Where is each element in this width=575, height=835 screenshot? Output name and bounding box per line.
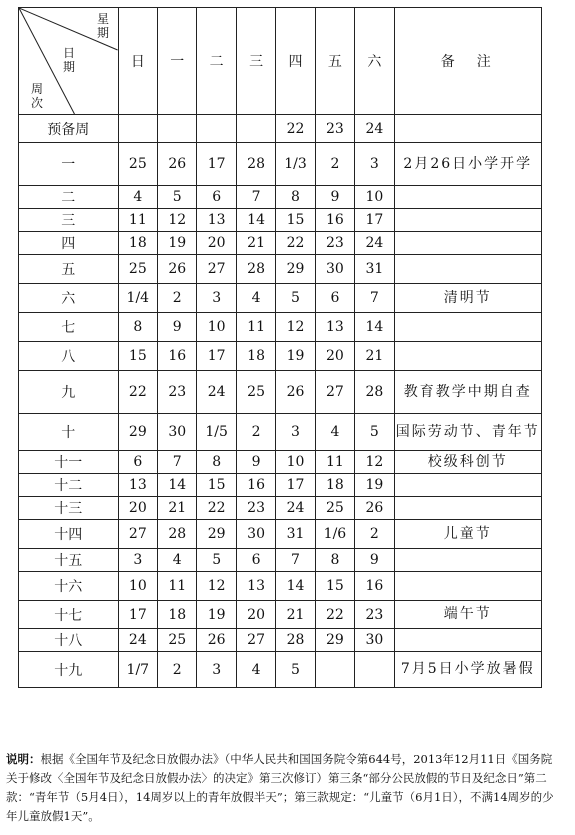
date-cell: 3 <box>355 143 394 186</box>
date-cell: 16 <box>315 209 354 232</box>
remark-cell <box>394 342 541 371</box>
date-cell: 20 <box>118 497 157 520</box>
week-label-cell: 十九 <box>19 652 119 688</box>
date-cell: 16 <box>158 342 197 371</box>
week-label-cell: 十三 <box>19 497 119 520</box>
date-cell: 1/6 <box>315 520 354 549</box>
date-cell: 19 <box>197 601 236 629</box>
date-cell: 2 <box>158 284 197 313</box>
date-cell: 27 <box>236 629 275 652</box>
date-cell: 24 <box>355 232 394 255</box>
date-cell: 19 <box>355 474 394 497</box>
table-row <box>19 451 542 474</box>
date-cell: 20 <box>236 601 275 629</box>
date-cell: 5 <box>276 284 315 313</box>
date-cell: 5 <box>197 549 236 572</box>
date-cell: 14 <box>276 572 315 601</box>
date-cell: 3 <box>118 549 157 572</box>
date-cell <box>197 115 236 143</box>
date-cell: 20 <box>197 232 236 255</box>
date-cell: 8 <box>276 186 315 209</box>
table-row <box>19 186 542 209</box>
date-cell: 24 <box>276 497 315 520</box>
date-cell: 26 <box>197 629 236 652</box>
date-cell: 6 <box>236 549 275 572</box>
remark-cell <box>394 115 541 143</box>
week-label-cell: 三 <box>19 209 119 232</box>
table-row <box>19 652 542 688</box>
date-cell: 7 <box>236 186 275 209</box>
week-label-cell: 十一 <box>19 451 119 474</box>
date-cell: 3 <box>276 414 315 451</box>
date-cell: 17 <box>197 143 236 186</box>
date-cell: 15 <box>276 209 315 232</box>
remark-cell: 2月26日小学开学 <box>394 143 541 186</box>
date-cell: 12 <box>158 209 197 232</box>
date-cell: 18 <box>158 601 197 629</box>
date-cell: 7 <box>276 549 315 572</box>
week-label-cell: 十五 <box>19 549 119 572</box>
date-cell: 19 <box>158 232 197 255</box>
remark-cell: 清明节 <box>394 284 541 313</box>
remark-cell <box>394 255 541 284</box>
date-cell: 13 <box>236 572 275 601</box>
date-cell: 9 <box>236 451 275 474</box>
date-cell: 7 <box>158 451 197 474</box>
calendar-body <box>19 115 542 688</box>
week-label-cell: 十二 <box>19 474 119 497</box>
date-cell: 17 <box>118 601 157 629</box>
corner-label-date: 日期 <box>63 46 76 74</box>
date-cell: 20 <box>315 342 354 371</box>
date-cell: 26 <box>276 371 315 414</box>
date-cell: 30 <box>158 414 197 451</box>
remark-cell <box>394 186 541 209</box>
date-cell: 1/7 <box>118 652 157 688</box>
date-cell: 25 <box>118 143 157 186</box>
week-label-cell: 一 <box>19 143 119 186</box>
date-cell: 2 <box>158 652 197 688</box>
date-cell: 3 <box>197 284 236 313</box>
date-cell: 26 <box>158 143 197 186</box>
date-cell: 27 <box>197 255 236 284</box>
date-cell: 6 <box>118 451 157 474</box>
date-cell: 26 <box>355 497 394 520</box>
day-header-tue: 二 <box>197 8 236 115</box>
date-cell: 10 <box>197 313 236 342</box>
footnote-label: 说明： <box>6 752 41 766</box>
date-cell: 18 <box>236 342 275 371</box>
date-cell: 21 <box>276 601 315 629</box>
week-label-cell: 十四 <box>19 520 119 549</box>
remark-cell <box>394 497 541 520</box>
date-cell: 25 <box>236 371 275 414</box>
week-label-cell: 十六 <box>19 572 119 601</box>
remark-cell <box>394 474 541 497</box>
date-cell: 22 <box>118 371 157 414</box>
date-cell <box>355 652 394 688</box>
school-calendar-table <box>18 7 542 688</box>
date-cell: 6 <box>315 284 354 313</box>
date-cell: 15 <box>118 342 157 371</box>
date-cell: 4 <box>118 186 157 209</box>
date-cell: 22 <box>276 232 315 255</box>
date-cell: 16 <box>355 572 394 601</box>
date-cell: 2 <box>355 520 394 549</box>
date-cell: 4 <box>236 284 275 313</box>
week-label-cell: 九 <box>19 371 119 414</box>
date-cell: 7 <box>355 284 394 313</box>
date-cell <box>315 652 354 688</box>
date-cell: 21 <box>158 497 197 520</box>
date-cell: 4 <box>315 414 354 451</box>
date-cell: 3 <box>197 652 236 688</box>
remark-cell: 儿童节 <box>394 520 541 549</box>
date-cell: 8 <box>118 313 157 342</box>
week-label-cell: 二 <box>19 186 119 209</box>
date-cell <box>236 115 275 143</box>
week-label-cell: 十 <box>19 414 119 451</box>
date-cell: 5 <box>158 186 197 209</box>
date-cell: 10 <box>276 451 315 474</box>
remark-cell <box>394 572 541 601</box>
date-cell: 8 <box>315 549 354 572</box>
date-cell: 28 <box>355 371 394 414</box>
date-cell: 12 <box>276 313 315 342</box>
date-cell: 6 <box>197 186 236 209</box>
date-cell: 5 <box>355 414 394 451</box>
remark-cell: 7月5日小学放暑假 <box>394 652 541 688</box>
date-cell <box>118 115 157 143</box>
date-cell: 23 <box>355 601 394 629</box>
table-row <box>19 284 542 313</box>
date-cell: 14 <box>158 474 197 497</box>
date-cell: 29 <box>315 629 354 652</box>
date-cell: 19 <box>276 342 315 371</box>
table-row <box>19 255 542 284</box>
date-cell: 16 <box>236 474 275 497</box>
remark-header: 备 注 <box>394 8 541 115</box>
date-cell: 9 <box>315 186 354 209</box>
date-cell: 4 <box>236 652 275 688</box>
remark-cell <box>394 313 541 342</box>
date-cell: 28 <box>158 520 197 549</box>
table-row <box>19 143 542 186</box>
date-cell: 25 <box>315 497 354 520</box>
day-header-wed: 三 <box>236 8 275 115</box>
table-row <box>19 209 542 232</box>
date-cell: 30 <box>355 629 394 652</box>
table-row <box>19 371 542 414</box>
date-cell: 5 <box>276 652 315 688</box>
week-label-cell: 十七 <box>19 601 119 629</box>
date-cell: 14 <box>355 313 394 342</box>
day-header-sun: 日 <box>118 8 157 115</box>
date-cell: 2 <box>236 414 275 451</box>
table-row <box>19 414 542 451</box>
table-row <box>19 232 542 255</box>
table-row <box>19 342 542 371</box>
date-cell: 15 <box>197 474 236 497</box>
table-row <box>19 115 542 143</box>
date-cell: 1/4 <box>118 284 157 313</box>
date-cell: 4 <box>158 549 197 572</box>
remark-cell: 教育教学中期自查 <box>394 371 541 414</box>
date-cell: 28 <box>236 255 275 284</box>
week-label-cell: 六 <box>19 284 119 313</box>
date-cell: 12 <box>197 572 236 601</box>
date-cell: 22 <box>276 115 315 143</box>
date-cell: 31 <box>355 255 394 284</box>
date-cell: 30 <box>315 255 354 284</box>
date-cell: 29 <box>197 520 236 549</box>
date-cell: 21 <box>355 342 394 371</box>
week-label-cell: 八 <box>19 342 119 371</box>
date-cell: 21 <box>236 232 275 255</box>
table-row <box>19 313 542 342</box>
date-cell: 30 <box>236 520 275 549</box>
date-cell: 23 <box>315 115 354 143</box>
date-cell: 22 <box>197 497 236 520</box>
date-cell: 23 <box>236 497 275 520</box>
table-row <box>19 549 542 572</box>
date-cell: 29 <box>276 255 315 284</box>
table-row <box>19 520 542 549</box>
date-cell: 27 <box>315 371 354 414</box>
date-cell: 1/5 <box>197 414 236 451</box>
date-cell: 1/3 <box>276 143 315 186</box>
remark-cell <box>394 549 541 572</box>
week-label-cell: 预备周 <box>19 115 119 143</box>
date-cell: 13 <box>315 313 354 342</box>
date-cell: 29 <box>118 414 157 451</box>
corner-label-week: 周次 <box>31 82 44 110</box>
date-cell: 25 <box>158 629 197 652</box>
week-label-cell: 七 <box>19 313 119 342</box>
date-cell: 25 <box>118 255 157 284</box>
corner-label-weekday: 星期 <box>97 12 110 40</box>
date-cell: 11 <box>158 572 197 601</box>
day-header-thu: 四 <box>276 8 315 115</box>
date-cell <box>158 115 197 143</box>
remark-cell: 校级科创节 <box>394 451 541 474</box>
date-cell: 13 <box>118 474 157 497</box>
date-cell: 14 <box>236 209 275 232</box>
date-cell: 27 <box>118 520 157 549</box>
table-row <box>19 474 542 497</box>
week-label-cell: 十八 <box>19 629 119 652</box>
day-header-sat: 六 <box>355 8 394 115</box>
header-row <box>19 8 542 115</box>
date-cell: 11 <box>118 209 157 232</box>
date-cell: 17 <box>197 342 236 371</box>
date-cell: 28 <box>276 629 315 652</box>
table-row <box>19 601 542 629</box>
week-label-cell: 四 <box>19 232 119 255</box>
footnote-text: 根据《全国年节及纪念日放假办法》（中华人民共和国国务院令第644号，2013年12月11日《国务院关于修改〈全国年节及纪念日放假办法〉的决定》第三次修订）第三条“部分公民放假的节日及纪念日”第二款：“青年节（5月4日），14周岁以上的青年放假半天”；第三款规定：“儿童节（6月1日），不满14周岁的少年儿童放假1天”。 <box>6 752 554 823</box>
week-label-cell: 五 <box>19 255 119 284</box>
date-cell: 26 <box>158 255 197 284</box>
date-cell: 15 <box>315 572 354 601</box>
remark-cell <box>394 232 541 255</box>
remark-cell: 国际劳动节、青年节 <box>394 414 541 451</box>
date-cell: 23 <box>158 371 197 414</box>
date-cell: 23 <box>315 232 354 255</box>
date-cell: 9 <box>158 313 197 342</box>
date-cell: 11 <box>315 451 354 474</box>
date-cell: 17 <box>355 209 394 232</box>
date-cell: 22 <box>315 601 354 629</box>
remark-cell <box>394 209 541 232</box>
date-cell: 31 <box>276 520 315 549</box>
date-cell: 10 <box>118 572 157 601</box>
date-cell: 11 <box>236 313 275 342</box>
date-cell: 24 <box>197 371 236 414</box>
date-cell: 10 <box>355 186 394 209</box>
corner-header-cell <box>19 8 119 115</box>
date-cell: 13 <box>197 209 236 232</box>
table-row <box>19 629 542 652</box>
date-cell: 28 <box>236 143 275 186</box>
date-cell: 17 <box>276 474 315 497</box>
table-row <box>19 497 542 520</box>
footnote <box>6 750 562 826</box>
day-header-mon: 一 <box>158 8 197 115</box>
date-cell: 9 <box>355 549 394 572</box>
date-cell: 24 <box>118 629 157 652</box>
remark-cell <box>394 629 541 652</box>
date-cell: 24 <box>355 115 394 143</box>
remark-cell: 端午节 <box>394 601 541 629</box>
date-cell: 2 <box>315 143 354 186</box>
date-cell: 8 <box>197 451 236 474</box>
date-cell: 18 <box>118 232 157 255</box>
day-header-fri: 五 <box>315 8 354 115</box>
date-cell: 18 <box>315 474 354 497</box>
date-cell: 12 <box>355 451 394 474</box>
table-row <box>19 572 542 601</box>
